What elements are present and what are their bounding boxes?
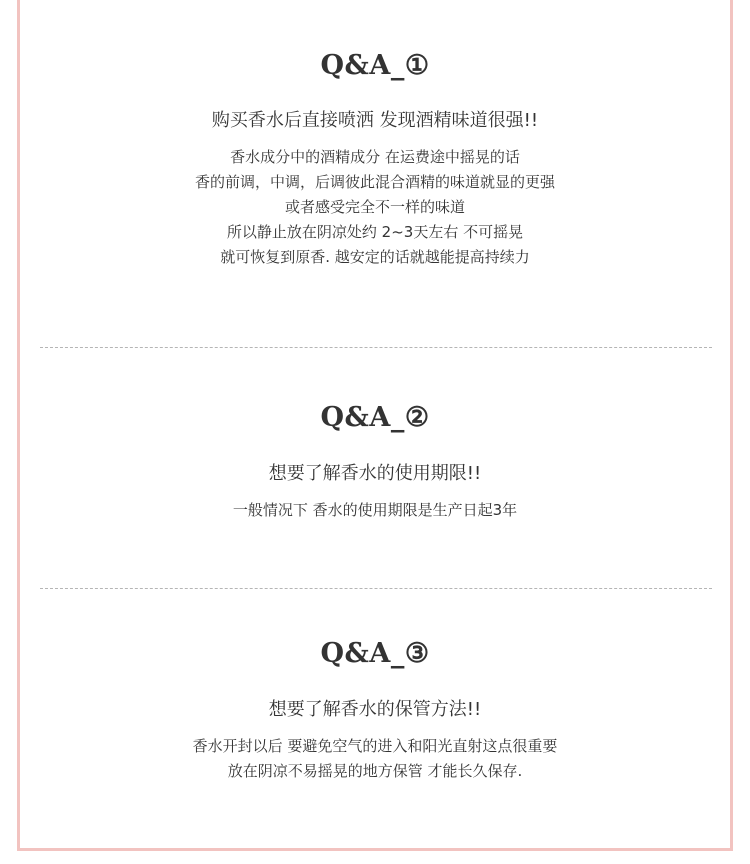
qa-title: Q&A_③ [320,638,430,669]
qa-section-1 [20,52,730,270]
answer-line: 或者感受完全不一样的味道 [284,198,465,216]
section-divider [40,347,712,348]
qa-section-2 [20,404,730,523]
answer-line: 香水成分中的酒精成分 在运费途中摇晃的话 [230,148,520,166]
content-frame [17,0,733,851]
answer-line: 就可恢复到原香. 越安定的话就越能提高持续力 [220,248,530,266]
question-text: 想要了解香水的保管方法!! [268,699,482,720]
question-text: 购买香水后直接喷洒 发现酒精味道很强!! [211,110,539,131]
answer-line: 放在阴凉不易摇晃的地方保管 才能长久保存. [227,762,523,780]
qa-title: Q&A_① [320,50,430,81]
answer-line: 一般情况下 香水的使用期限是生产日起3年 [232,501,518,519]
answer-text [20,498,730,523]
qa-title: Q&A_② [320,402,430,433]
qa-section-3 [20,640,730,784]
answer-text [20,145,730,270]
section-divider [40,588,712,589]
question-text: 想要了解香水的使用期限!! [268,463,482,484]
answer-line: 香水开封以后 要避免空气的进入和阳光直射这点很重要 [192,737,558,755]
answer-line: 所以静止放在阴凉处约 2~3天左右 不可摇晃 [226,223,524,241]
answer-line: 香的前调，中调，后调彼此混合酒精的味道就显的更强 [194,173,555,191]
answer-text [20,734,730,784]
